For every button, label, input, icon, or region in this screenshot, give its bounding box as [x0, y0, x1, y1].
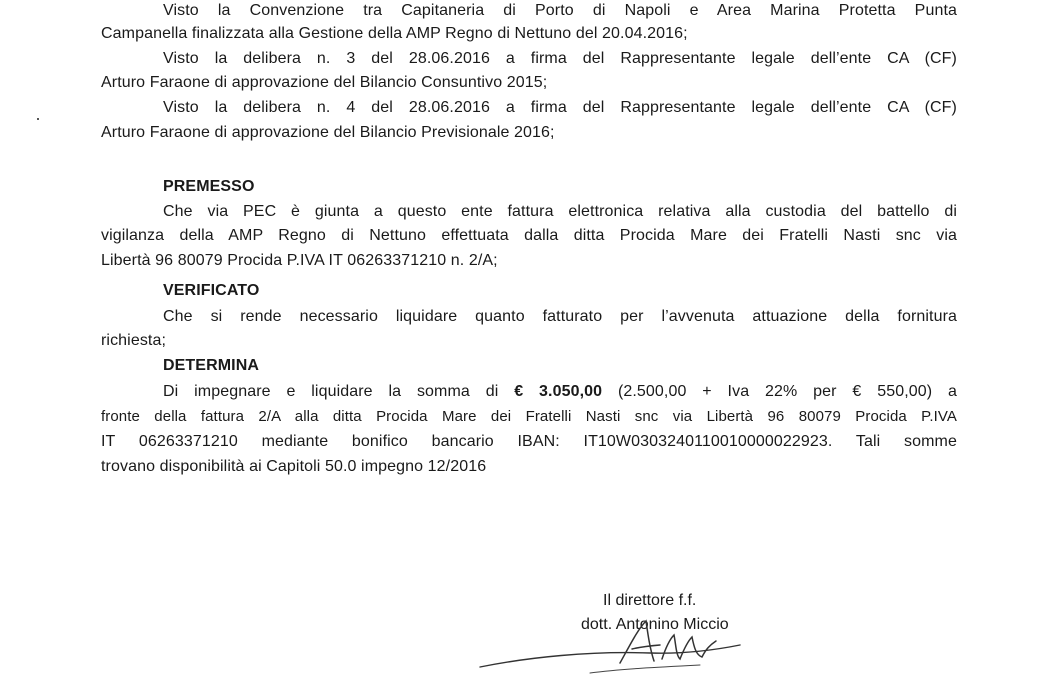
determina-line-3: IT 06263371210 mediante bonifico bancario IBAN: IT10W0303240110010000022923. Tali somme — [101, 433, 957, 450]
scan-speck — [37, 118, 39, 120]
premesso-line-1: Che via PEC è giunta a questo ente fattura elettronica relativa alla custodia del battello di — [163, 203, 957, 220]
verificato-line-2: richiesta; — [101, 332, 167, 349]
verificato-line-1: Che si rende necessario liquidare quanto fatturato per l’avvenuta attuazione della fornitura — [163, 308, 957, 325]
determina-line-1-text-a: Di impegnare e liquidare la somma di — [163, 383, 515, 400]
visto-delibera-3-line-2: Arturo Faraone di approvazione del Bilancio Consuntivo 2015; — [101, 74, 548, 91]
determina-line-1-text-b: (2.500,00 + Iva 22% per € 550,00) a — [602, 383, 958, 400]
visto-convenzione-line-1: Visto la Convenzione tra Capitaneria di Porto di Napoli e Area Marina Protetta Punta — [163, 2, 957, 19]
visto-convenzione-line-2: Campanella finalizzata alla Gestione della AMP Regno di Nettuno del 20.04.2016; — [101, 25, 688, 42]
premesso-heading: PREMESSO — [163, 178, 255, 195]
verificato-heading: VERIFICATO — [163, 282, 260, 299]
signature-role: Il direttore f.f. — [603, 592, 697, 609]
visto-delibera-4-line-2: Arturo Faraone di approvazione del Bilancio Previsionale 2016; — [101, 124, 555, 141]
premesso-line-3: Libertà 96 80079 Procida P.IVA IT 06263371210 n. 2/A; — [101, 252, 498, 269]
determina-line-1 — [163, 381, 957, 403]
signature-name: dott. Antonino Miccio — [581, 616, 729, 633]
premesso-line-2: vigilanza della AMP Regno di Nettuno effettuata dalla ditta Procida Mare dei Fratelli Nasti snc via — [101, 227, 957, 244]
handwritten-signature — [470, 615, 770, 675]
determina-amount: € 3.050,00 — [514, 383, 603, 400]
determina-line-2: fronte della fattura 2/A alla ditta Procida Mare dei Fratelli Nasti snc via Libertà 96 80079 Procida P.IVA — [101, 408, 957, 425]
determina-line-4: trovano disponibilità ai Capitoli 50.0 impegno 12/2016 — [101, 458, 487, 475]
visto-delibera-4-line-1: Visto la delibera n. 4 del 28.06.2016 a firma del Rappresentante legale dell’ente CA (CF) — [163, 99, 957, 116]
visto-delibera-3-line-1: Visto la delibera n. 3 del 28.06.2016 a firma del Rappresentante legale dell’ente CA (CF) — [163, 50, 957, 67]
determina-heading: DETERMINA — [163, 357, 260, 374]
